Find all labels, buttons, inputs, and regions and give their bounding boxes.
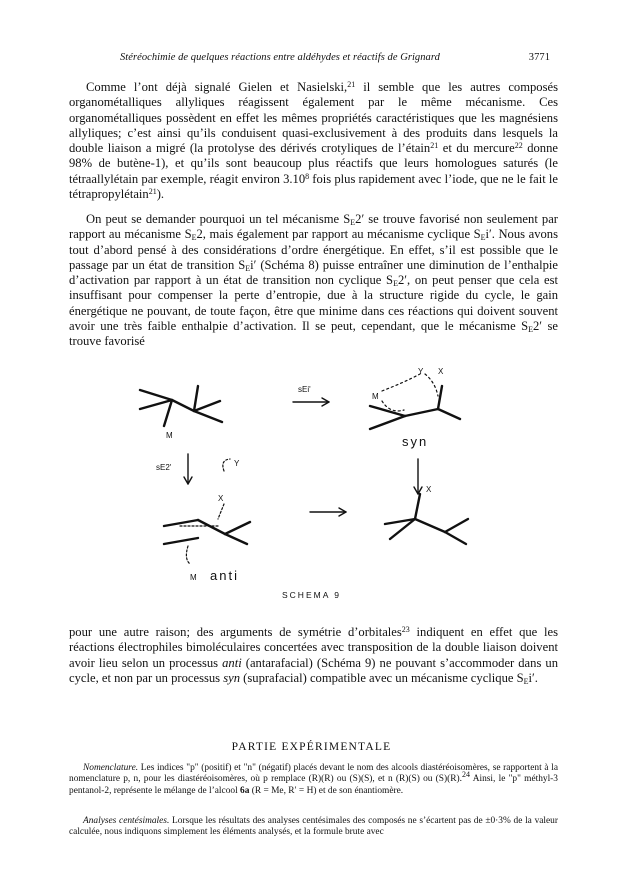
label-x-anti: X (218, 494, 224, 503)
label-sei: sEi' (298, 385, 311, 394)
page-number: 3771 (528, 52, 550, 63)
citation-ref: 23 (401, 625, 410, 634)
label-syn: syn (402, 434, 429, 449)
citation-ref: 22 (514, 141, 523, 151)
paragraph-3: pour une autre raison; des arguments de symétrie d’orbitales$^{23}$ indiquent en effet que les réactions électrophiles bimoléculaires concertées avec transposition de la double liaison doivent avoir lieu selon un processus anti (antarafacial) (Schéma 9) ne pouvant s’accommoder dans un cycle, et non par un processus syn (suprafacial) compatible avec un mécanisme cyclique $S_Ei'$. (69, 625, 558, 686)
reaction-scheme-9 (120, 354, 540, 614)
label-y-anti: Y (234, 459, 240, 468)
paragraph-1: Comme l’ont déjà signalé Gielen et Nasielski,$^{21}$ il semble que les autres composés organométalliques allyliques réagissent également par le même mécanisme. Ces organométalliques possèdent en effet les mêmes propriétés caractéristiques que les magnésiens allyliques; c’est ainsi qu’ils conduisent quasi-exclusivement à des produits dans lesquels la double liaison a migré (la protolyse des dérivés crotyliques de l’étain$^{21}$ et du mercure$^{22}$ donne 98% de butène-1), et qu’ils sont beaucoup plus réactifs que leurs homologues saturés (le tétraallylétain par exemple, réagit environ 3.10$^8$ fois plus rapidement avec l’iode, que ne le fait le tétrapropylétain$^{21}$). (69, 80, 558, 202)
anti-transition-state (164, 504, 250, 564)
nomenclature-note: Nomenclature. Les indices "p" (positif) et "n" (négatif) placés devant le nom des alcools diastéréoisomères, se rapportent à la nomenclature p, n, pour les diastéréoisomères, où p remplace (R)(R) ou (S)(S), et n (R)(S) ou (S)(R).$^{24}$ Ainsi, le "p" méthyl-3 pentanol-2, représente le mélange de l’alcool 6a (R = Me, R′ = H) et de son énantiomère. (69, 763, 558, 796)
label-y-ts: Y (418, 367, 424, 376)
citation-ref: 21 (148, 187, 157, 197)
label-m-ts: M (372, 392, 379, 401)
cyclic-transition-state (370, 374, 460, 429)
running-title: Stéréochimie de quelques réactions entre aldéhydes et réactifs de Grignard (120, 52, 440, 63)
exponent: 8 (305, 171, 310, 181)
citation-ref: 21 (347, 80, 356, 89)
label-m-anti: M (190, 573, 197, 582)
label-anti: anti (210, 568, 239, 583)
label-m-top: M (166, 431, 173, 440)
analyses-note: Analyses centésimales. Lorsque les résultats des analyses centésimales des composés ne s’écartent pas de ±0·3% de la valeur calculée, nous indiquons simplement les éléments analysés, et la formule brute avec (69, 816, 558, 838)
paragraph-2: On peut se demander pourquoi un tel mécanisme $S_E2'$ se trouve favorisé non seulement par rapport au mécanisme $S_E2$, mais également par rapport au mécanisme cyclique $S_Ei'$. Nous avons tout d’abord pensé à des considérations d’ordre énergétique. En effet, s’il est possible que le passage par un état de transition $S_Ei'$ (Schéma 8) puisse entraîner une diminution de l’enthalpie d’activation par rapport à un état de transition non cyclique $S_E2'$, on peut penser que cela est insuffisant pour compenser la perte d’entropie, due à la structure rigide du cycle, le gain énergétique ne pouvant, de toute façon, être que minime dans ces réactions qui doivent souvent avoir une très faible enthalpie d’activation. Il se peut, cependant, que le mécanisme $S_E2'$ se trouve favorisé (69, 212, 558, 349)
allyl-product (385, 494, 468, 544)
label-x-product: X (426, 485, 432, 494)
citation-ref: 24 (461, 770, 470, 780)
section-heading: PARTIE EXPÉRIMENTALE (231, 741, 392, 753)
allyl-organometallic (140, 386, 222, 426)
scheme-caption: SCHEMA 9 (282, 590, 341, 600)
label-se2: sE2' (156, 463, 172, 472)
citation-ref: 21 (430, 141, 439, 151)
label-x-ts: X (438, 367, 444, 376)
